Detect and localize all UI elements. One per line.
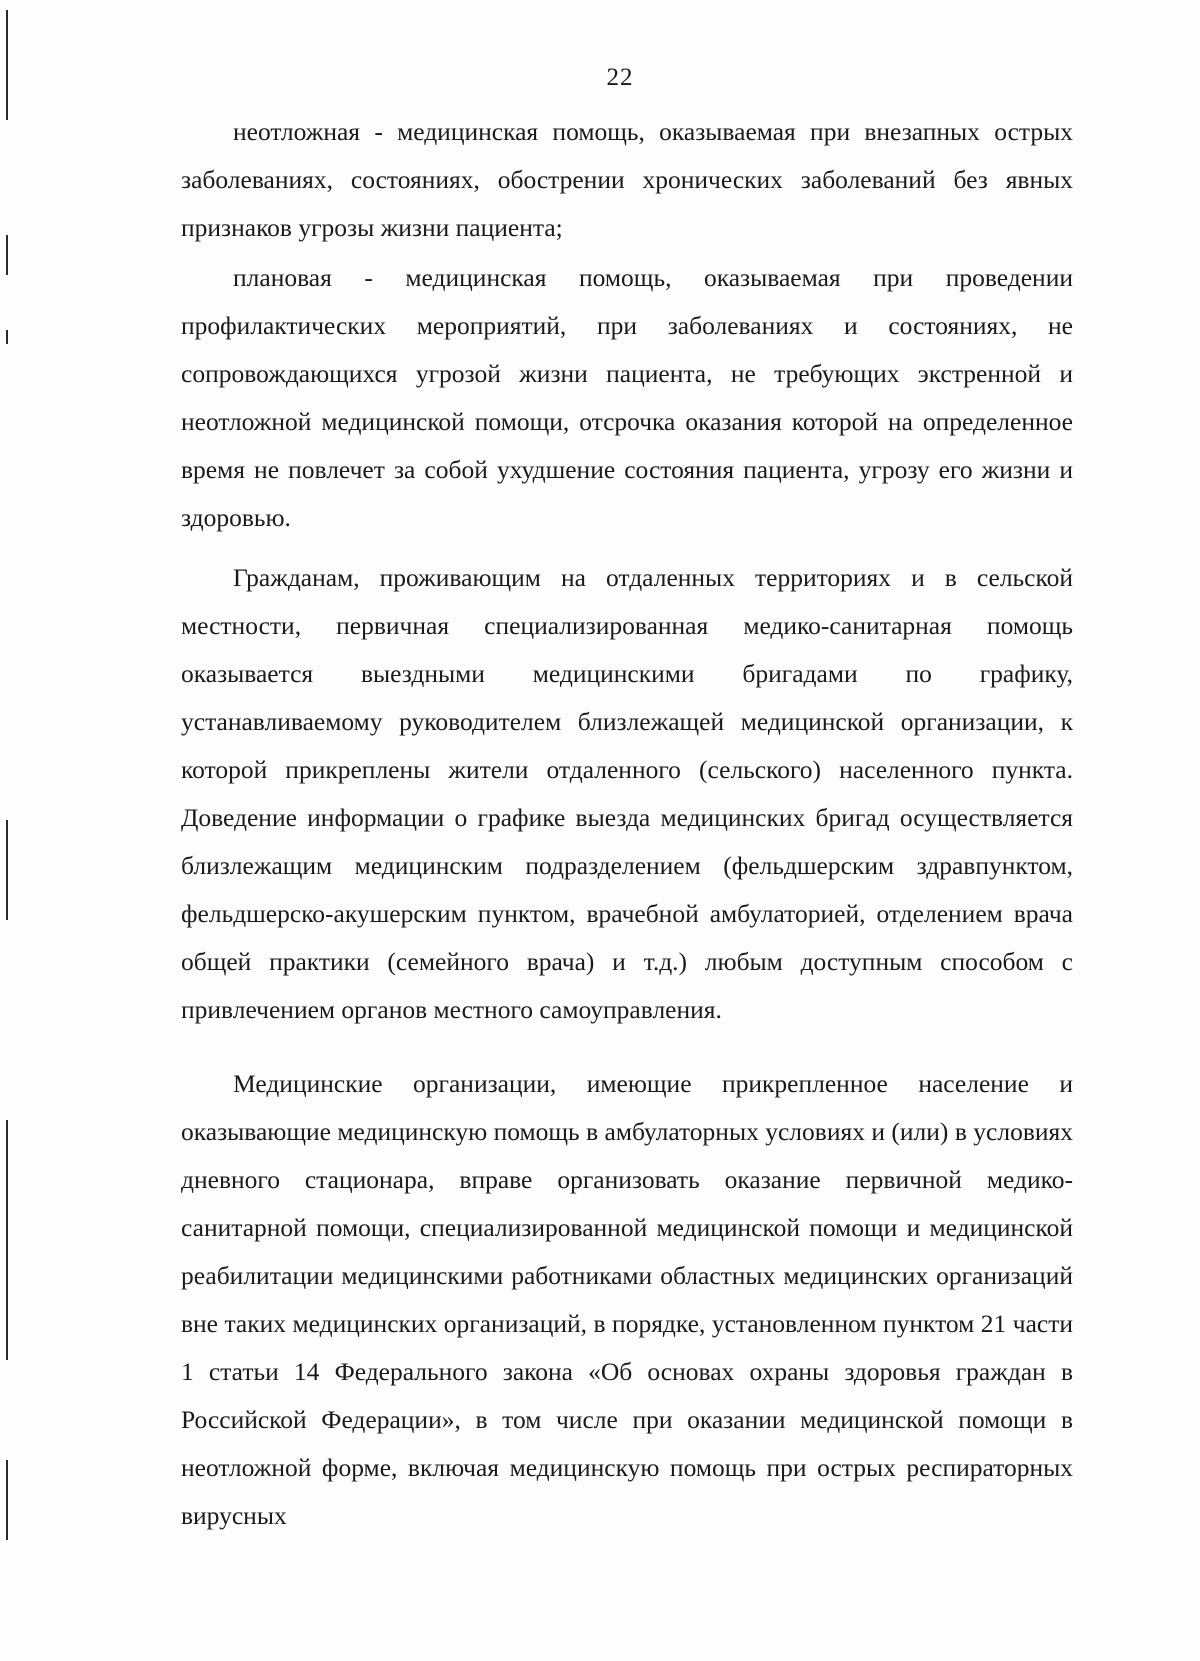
scan-edge-mark	[6, 820, 8, 920]
paragraph-emergency-definition: неотложная - медицинская помощь, оказываемая при внезапных острых заболеваниях, состояниях, обострении хронических заболеваний без явных признаков угрозы жизни пациента;	[181, 117, 1073, 242]
paragraph-medical-organizations: Медицинские организации, имеющие прикрепленное население и оказывающие медицинскую помощь в амбулаторных условиях и (или) в условиях дневного стационара, вправе организовать оказание первичной медико-санитарной помощи, специализированной медицинской помощи и медицинской реабилитации медицинскими работниками областных медицинских организаций вне таких медицинских организаций, в порядке, установленном пунктом 21 части 1 статьи 14 Федерального закона «Об основах охраны здоровья граждан в Российской Федерации», в том числе при оказании медицинской помощи в неотложной форме, включая медицинскую помощь при острых респираторных вирусных	[181, 1069, 1073, 1530]
paragraph-remote-territories: Гражданам, проживающим на отдаленных территориях и в сельской местности, первичная специализированная медико-санитарная помощь оказывается выездными медицинскими бригадами по графику, устанавливаемому руководителем близлежащей медицинской организации, к которой прикреплены жители отдаленного (сельского) населенного пункта. Доведение информации о графике выезда медицинских бригад осуществляется близлежащим медицинским подразделением (фельдшерским здравпунктом, фельдшерско-акушерским пунктом, врачебной амбулаторией, отделением врача общей практики (семейного врача) и т.д.) любым доступным способом с привлечением органов местного самоуправления.	[181, 563, 1073, 1024]
scan-edge-mark	[6, 1460, 8, 1540]
document-body	[181, 108, 1073, 1540]
scan-edge-mark	[6, 235, 8, 275]
paragraph-planned-definition: плановая - медицинская помощь, оказываемая при проведении профилактических мероприятий, при заболеваниях и состояниях, не сопровождающихся угрозой жизни пациента, не требующих экстренной и неотложной медицинской помощи, отсрочка оказания которой на определенное время не повлечет за собой ухудшение состояния пациента, угрозу его жизни и здоровью.	[181, 263, 1073, 532]
page-number: 22	[606, 64, 634, 91]
scan-edge-mark	[6, 330, 8, 344]
scan-edge-mark	[6, 1120, 8, 1360]
